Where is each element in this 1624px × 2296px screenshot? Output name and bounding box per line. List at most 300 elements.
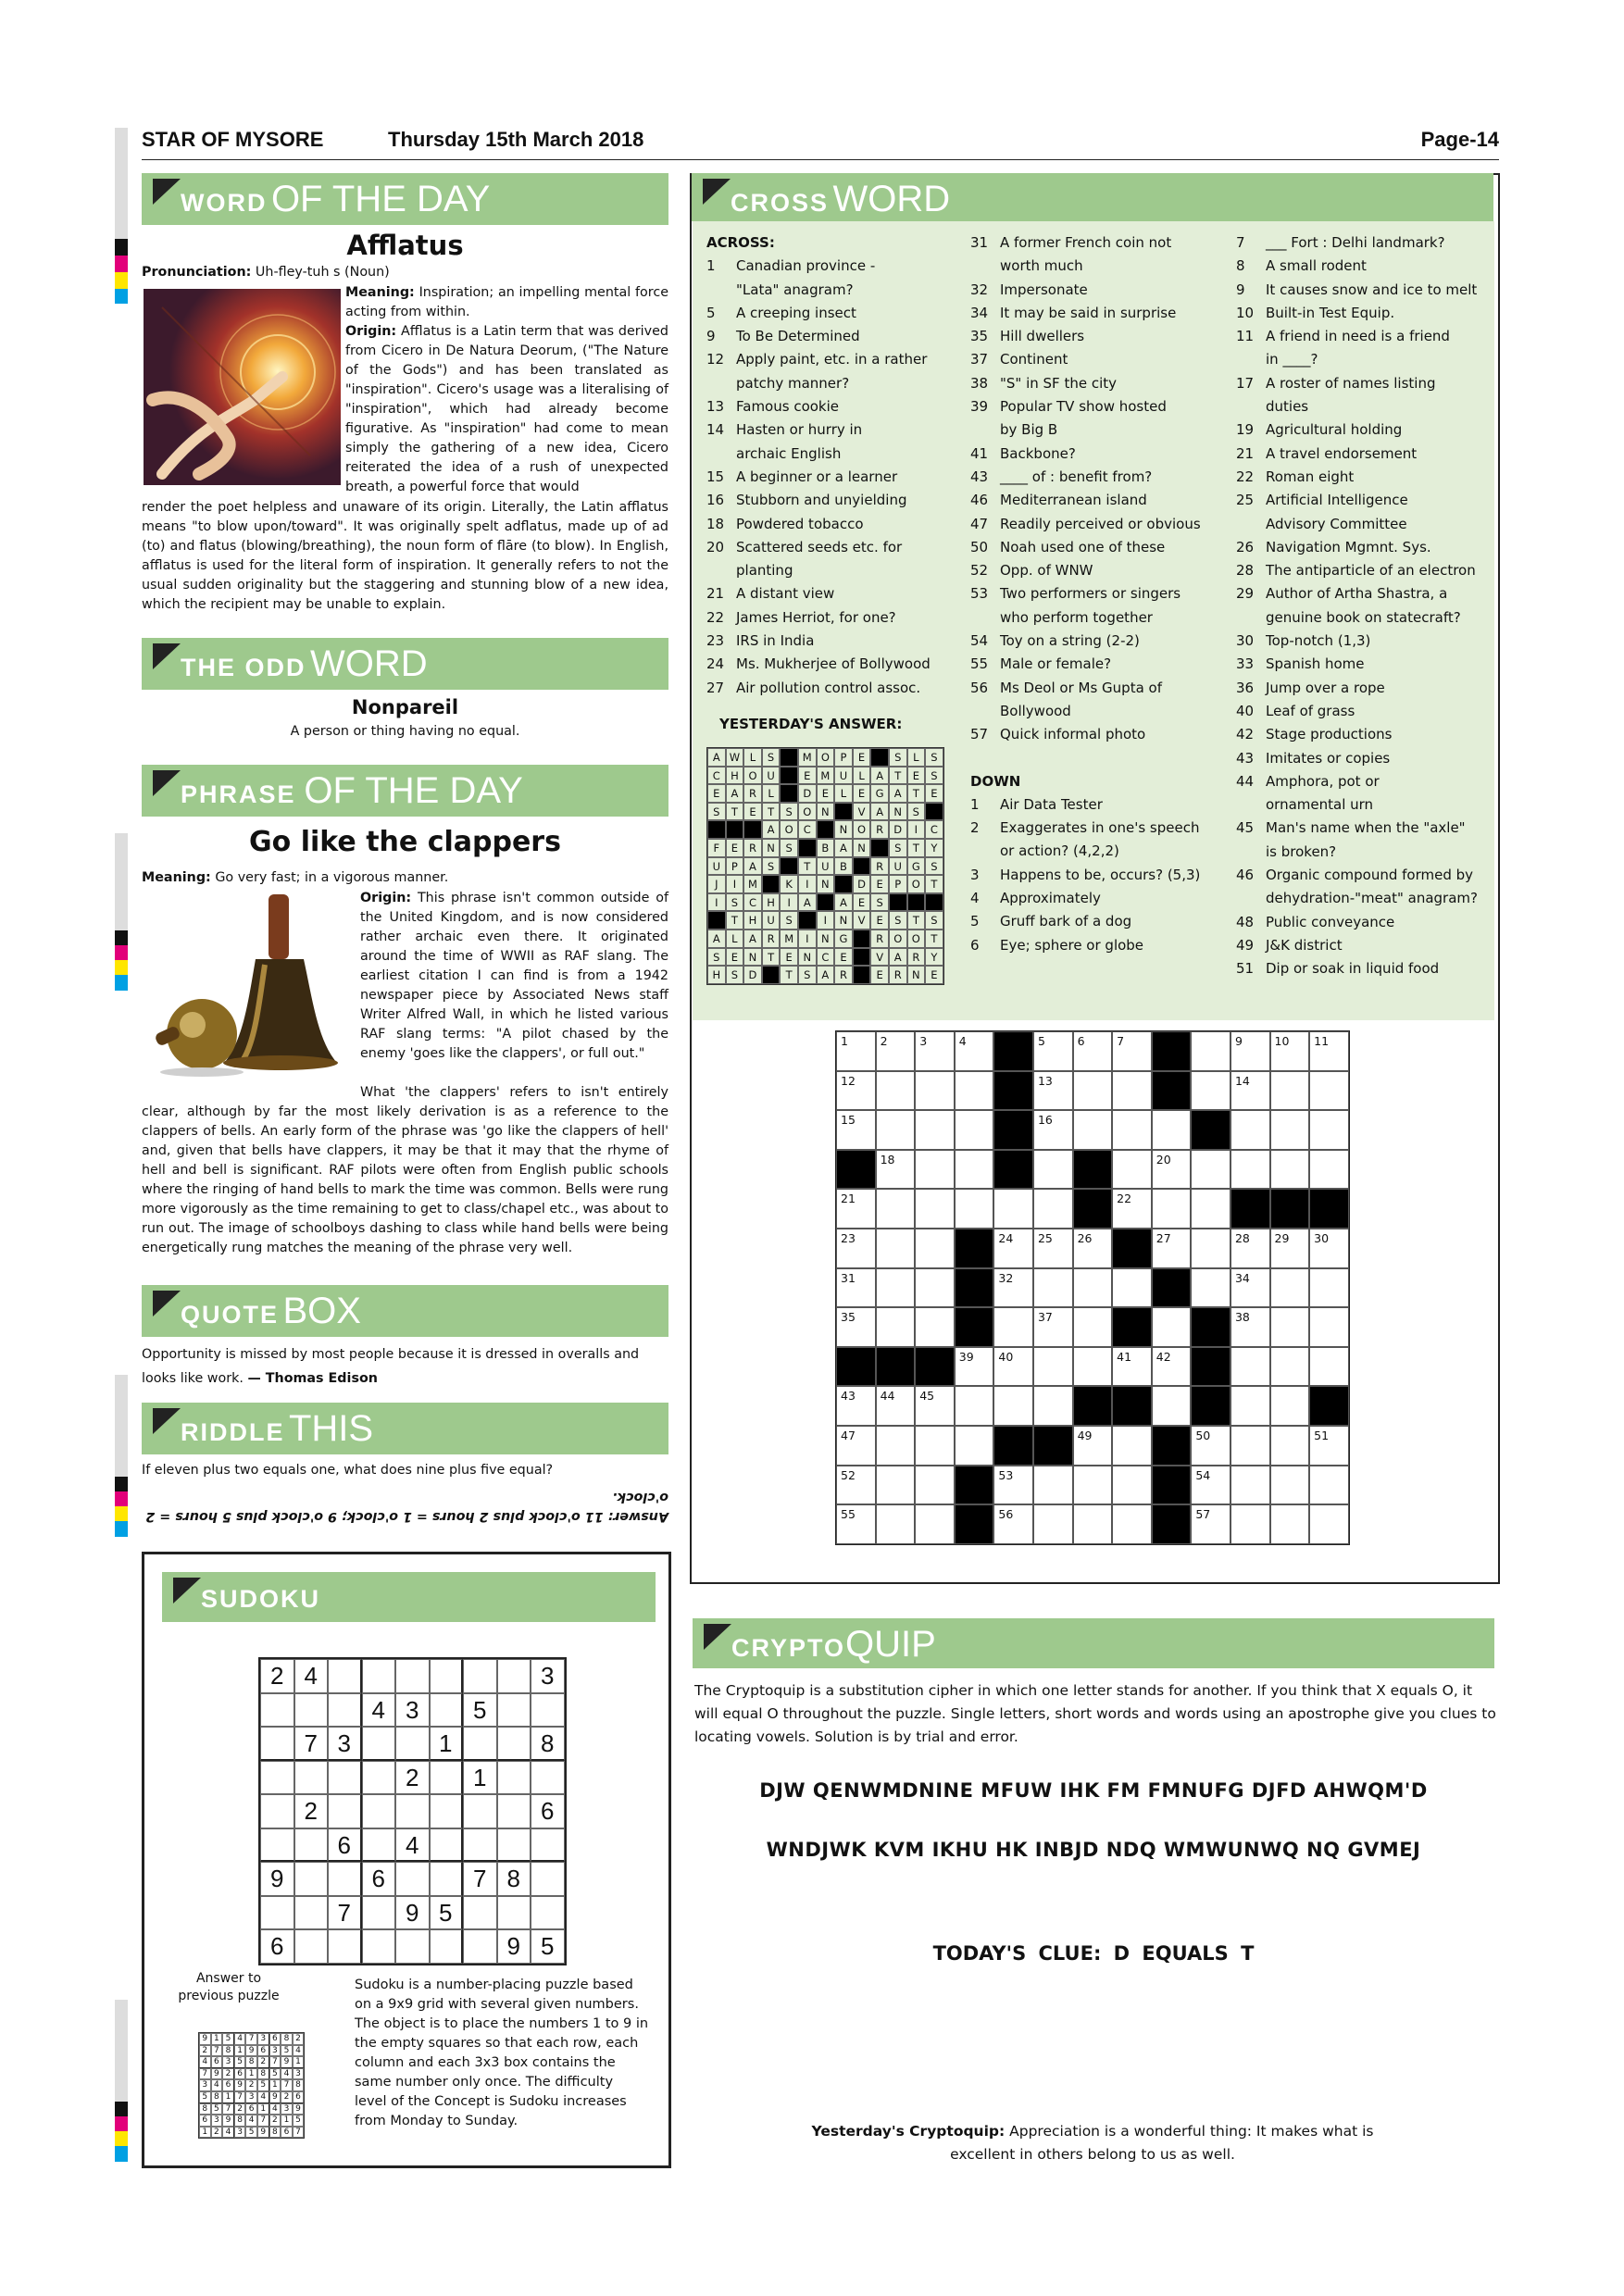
sudoku-cell[interactable]: [463, 1727, 497, 1761]
sudoku-cell[interactable]: [328, 1693, 362, 1728]
crossword-cell[interactable]: [1230, 1150, 1270, 1190]
crossword-cell[interactable]: [1230, 1031, 1270, 1071]
clue-text: Hasten or hurry in: [736, 421, 863, 439]
clue-text: Backbone?: [1000, 444, 1076, 462]
clue-number: 18: [706, 515, 725, 532]
sudoku-cell[interactable]: [430, 1659, 464, 1693]
crossword-black-cell: [1073, 1150, 1113, 1190]
sudoku-cell[interactable]: [430, 1862, 464, 1896]
clue-item: [970, 817, 1225, 840]
clue-text: Noah used one of these: [1000, 538, 1166, 555]
cryptoquip-line-1: DJW QENWMDNINE MFUW IHK FM FMNUFG DJFD AHWQM'D: [759, 1779, 1428, 1802]
crossword-cell[interactable]: [1270, 1110, 1310, 1150]
clue-item: [1236, 677, 1491, 700]
crossword-cell[interactable]: [1309, 1031, 1349, 1071]
sudoku-cell[interactable]: [328, 1659, 362, 1693]
clue-text: A beginner or a learner: [736, 468, 898, 485]
crossword-cell[interactable]: [1230, 1071, 1270, 1111]
sudoku-cell[interactable]: [497, 1794, 531, 1828]
answer-cell: S: [726, 966, 744, 984]
sudoku-cell[interactable]: [260, 1794, 294, 1828]
sudoku-cell[interactable]: [294, 1862, 329, 1896]
crossword-cell[interactable]: [876, 1229, 916, 1268]
crossword-cell[interactable]: [993, 1229, 1033, 1268]
crossword-cell[interactable]: [1033, 1386, 1073, 1426]
answer-cell: E: [870, 875, 889, 893]
crossword-cell[interactable]: [1191, 1426, 1230, 1466]
clue-number: 1: [970, 795, 980, 813]
sudoku-cell[interactable]: [294, 1693, 329, 1728]
sudoku-cell[interactable]: [260, 1828, 294, 1863]
previous-sudoku-cell: 8: [293, 2079, 305, 2091]
sudoku-cell[interactable]: [362, 1659, 396, 1693]
answer-cell: G: [834, 930, 853, 948]
clue-item: [970, 255, 1225, 278]
crossword-cell[interactable]: [1230, 1386, 1270, 1426]
clue-item: [706, 302, 958, 325]
answer-cell: P: [834, 748, 853, 767]
crossword-cell[interactable]: [1033, 1347, 1073, 1387]
crossword-cell[interactable]: [1270, 1071, 1310, 1111]
sudoku-cell[interactable]: [430, 1761, 464, 1795]
sudoku-cell[interactable]: [463, 1828, 497, 1863]
crossword-cell[interactable]: [1309, 1229, 1349, 1268]
crossword-cell[interactable]: [915, 1504, 955, 1544]
crossword-cell[interactable]: [1112, 1504, 1152, 1544]
crossword-cell[interactable]: [1309, 1071, 1349, 1111]
crossword-cell[interactable]: [1230, 1307, 1270, 1347]
answer-cell: M: [743, 875, 762, 893]
crossword-cell[interactable]: [1230, 1426, 1270, 1466]
yesterday-answer-grid: [706, 747, 944, 985]
answer-cell: I: [798, 875, 817, 893]
answer-cell: R: [762, 930, 781, 948]
crossword-cell[interactable]: [1112, 1268, 1152, 1308]
crossword-cell[interactable]: [876, 1071, 916, 1111]
cryptoquip-line-2: WNDJWK KVM IKHU HK INBJD NDQ WMWUNWQ NQ GVMEJ: [766, 1839, 1421, 1861]
clue-text: Dip or soak in liquid food: [1266, 960, 1440, 978]
answer-cell: O: [798, 803, 817, 821]
sudoku-cell[interactable]: [328, 1761, 362, 1795]
answer-cell: P: [726, 857, 744, 876]
sudoku-cell[interactable]: [362, 1828, 396, 1863]
crossword-cell[interactable]: [876, 1386, 916, 1426]
crossword-cell[interactable]: [1191, 1504, 1230, 1544]
clue-item: [970, 840, 1225, 863]
answer-cell: E: [853, 748, 871, 767]
crossword-cell[interactable]: [915, 1031, 955, 1071]
crossword-cell[interactable]: [955, 1150, 994, 1190]
crossword-cell[interactable]: [1112, 1347, 1152, 1387]
crossword-cell[interactable]: [955, 1347, 994, 1387]
clue-text: Author of Artha Shastra, a: [1266, 585, 1448, 603]
crossword-cell[interactable]: [955, 1071, 994, 1111]
sudoku-cell[interactable]: [328, 1929, 362, 1964]
crossword-cell[interactable]: [836, 1386, 876, 1426]
answer-cell: N: [817, 930, 835, 948]
previous-sudoku-cell: 5: [222, 2033, 234, 2045]
sudoku-cell[interactable]: [395, 1659, 430, 1693]
crossword-cell[interactable]: [1270, 1386, 1310, 1426]
crossword-cell[interactable]: [993, 1268, 1033, 1308]
crossword-cell[interactable]: [1191, 1229, 1230, 1268]
crossword-cell[interactable]: [1309, 1426, 1349, 1466]
crossword-cell[interactable]: [1112, 1426, 1152, 1466]
answer-black-cell: [870, 748, 889, 767]
answer-cell: A: [707, 930, 726, 948]
sudoku-cell[interactable]: [497, 1896, 531, 1930]
crossword-cell[interactable]: [836, 1268, 876, 1308]
crossword-cell[interactable]: [836, 1189, 876, 1229]
answer-cell: D: [798, 784, 817, 803]
answer-cell: T: [925, 930, 943, 948]
crossword-cell[interactable]: [1152, 1229, 1192, 1268]
clue-item: [1236, 348, 1491, 371]
answer-cell: H: [726, 767, 744, 785]
cell-number: 27: [1156, 1230, 1171, 1245]
previous-sudoku-cell: 2: [245, 2079, 257, 2091]
clue-text: Hill dwellers: [1000, 328, 1085, 345]
crossword-cell[interactable]: [1230, 1229, 1270, 1268]
cell-number: 23: [841, 1230, 856, 1245]
clue-number: 55: [970, 655, 989, 673]
cell-number: 12: [841, 1073, 856, 1088]
clue-item: [970, 489, 1225, 512]
answer-cell: S: [925, 857, 943, 876]
crossword-cell[interactable]: [876, 1426, 916, 1466]
crossword-cell[interactable]: [836, 1031, 876, 1071]
crossword-cell[interactable]: [1270, 1268, 1310, 1308]
previous-sudoku-cell: 7: [199, 2068, 211, 2080]
crossword-cell[interactable]: [876, 1031, 916, 1071]
sudoku-cell: 4: [294, 1659, 329, 1693]
crossword-cell[interactable]: [1033, 1150, 1073, 1190]
previous-sudoku-cell: 3: [257, 2033, 269, 2045]
crossword-cell[interactable]: [955, 1189, 994, 1229]
crossword-cell[interactable]: [1033, 1071, 1073, 1111]
answer-cell: S: [780, 803, 798, 821]
sudoku-cell[interactable]: [531, 1896, 565, 1930]
crossword-cell[interactable]: [1191, 1150, 1230, 1190]
crossword-cell[interactable]: [1033, 1189, 1073, 1229]
crossword-cell[interactable]: [876, 1150, 916, 1190]
crossword-cell[interactable]: [915, 1110, 955, 1150]
crossword-cell[interactable]: [1112, 1071, 1152, 1111]
crossword-cell[interactable]: [1152, 1386, 1192, 1426]
sudoku-cell[interactable]: [430, 1794, 464, 1828]
crossword-cell[interactable]: [915, 1229, 955, 1268]
crossword-cell[interactable]: [1230, 1347, 1270, 1387]
crossword-cell[interactable]: [1230, 1466, 1270, 1505]
answer-cell: C: [925, 820, 943, 839]
answer-cell: T: [925, 875, 943, 893]
sudoku-cell[interactable]: [497, 1727, 531, 1761]
crossword-cell[interactable]: [1112, 1110, 1152, 1150]
crossword-cell[interactable]: [1033, 1466, 1073, 1505]
sudoku-cell[interactable]: [430, 1828, 464, 1863]
crossword-cell[interactable]: [993, 1504, 1033, 1544]
clue-item: [1236, 700, 1491, 723]
answer-cell: L: [743, 748, 762, 767]
answer-cell: E: [726, 839, 744, 857]
crossword-black-cell: [836, 1150, 876, 1190]
sudoku-cell[interactable]: [260, 1693, 294, 1728]
sudoku-cell[interactable]: [362, 1896, 396, 1930]
crossword-cell[interactable]: [915, 1268, 955, 1308]
sudoku-cell[interactable]: [497, 1693, 531, 1728]
crossword-cell[interactable]: [836, 1504, 876, 1544]
clue-number: 43: [1236, 749, 1255, 767]
sudoku-cell[interactable]: [362, 1794, 396, 1828]
crossword-cell[interactable]: [1112, 1189, 1152, 1229]
crossword-cell[interactable]: [836, 1071, 876, 1111]
sudoku-cell[interactable]: [531, 1828, 565, 1863]
crossword-cell[interactable]: [1152, 1150, 1192, 1190]
crossword-cell[interactable]: [1230, 1268, 1270, 1308]
clue-text: archaic English: [736, 444, 842, 462]
crossword-cell[interactable]: [1191, 1071, 1230, 1111]
sudoku-cell[interactable]: [294, 1896, 329, 1930]
sudoku-cell[interactable]: [430, 1693, 464, 1728]
cell-number: 16: [1037, 1113, 1053, 1128]
crossword-cell[interactable]: [836, 1466, 876, 1505]
crossword-cell[interactable]: [955, 1110, 994, 1150]
sudoku-cell[interactable]: [497, 1828, 531, 1863]
crossword-cell[interactable]: [1191, 1268, 1230, 1308]
clue-item: [706, 255, 958, 278]
answer-black-cell: [798, 839, 817, 857]
crossword-cell[interactable]: [915, 1386, 955, 1426]
sudoku-cell[interactable]: [294, 1828, 329, 1863]
answer-cell: S: [907, 803, 926, 821]
answer-black-cell: [817, 893, 835, 912]
clue-item: [1236, 653, 1491, 676]
crossword-black-cell: [1191, 1386, 1230, 1426]
clue-text: ___ Fort : Delhi landmark?: [1266, 234, 1445, 251]
clue-number: 11: [1236, 328, 1255, 345]
cell-number: 38: [1234, 1310, 1250, 1325]
crossword-cell[interactable]: [1309, 1110, 1349, 1150]
answer-cell: D: [853, 875, 871, 893]
crossword-cell[interactable]: [876, 1504, 916, 1544]
crossword-cell[interactable]: [876, 1268, 916, 1308]
crossword-cell[interactable]: [876, 1110, 916, 1150]
sudoku-cell[interactable]: [362, 1727, 396, 1761]
crossword-cell[interactable]: [1270, 1031, 1310, 1071]
answer-cell: T: [762, 803, 781, 821]
answer-cell: E: [817, 784, 835, 803]
crossword-cell[interactable]: [993, 1189, 1033, 1229]
crossword-cell[interactable]: [1033, 1504, 1073, 1544]
clue-text: Air Data Tester: [1000, 795, 1103, 813]
sudoku-cell[interactable]: [328, 1862, 362, 1896]
sudoku-cell[interactable]: [395, 1929, 430, 1964]
crossword-cell[interactable]: [836, 1307, 876, 1347]
clue-text: Man's name when the "axle": [1266, 819, 1466, 837]
crossword-cell[interactable]: [915, 1189, 955, 1229]
previous-sudoku-cell: 5: [245, 2127, 257, 2139]
crossword-cell[interactable]: [876, 1307, 916, 1347]
clue-item: [970, 864, 1225, 887]
sudoku-cell[interactable]: [430, 1929, 464, 1964]
crossword-cell[interactable]: [836, 1426, 876, 1466]
registration-strip-top: [115, 128, 128, 304]
clue-text: "Lata" anagram?: [736, 281, 854, 298]
crossword-cell[interactable]: [1073, 1229, 1113, 1268]
crossword-cell[interactable]: [1112, 1466, 1152, 1505]
sudoku-cell[interactable]: [260, 1761, 294, 1795]
crossword-cell[interactable]: [836, 1229, 876, 1268]
crossword-cell[interactable]: [1033, 1229, 1073, 1268]
crossword-cell[interactable]: [993, 1307, 1033, 1347]
answer-cell: S: [762, 857, 781, 876]
clue-text: Apply paint, etc. in a rather: [736, 351, 928, 368]
crossword-cell[interactable]: [836, 1110, 876, 1150]
sudoku-cell[interactable]: [497, 1659, 531, 1693]
crossword-cell[interactable]: [1309, 1307, 1349, 1347]
answer-cell: J: [707, 875, 726, 893]
crossword-cell[interactable]: [1191, 1189, 1230, 1229]
crossword-cell[interactable]: [1073, 1504, 1113, 1544]
riddle-banner: RIDDLE THIS: [142, 1403, 668, 1454]
crossword-cell[interactable]: [1152, 1307, 1192, 1347]
previous-sudoku-cell: 4: [234, 2033, 246, 2045]
previous-sudoku-cell: 3: [211, 2115, 223, 2127]
crossword-cell[interactable]: [915, 1466, 955, 1505]
sudoku-cell[interactable]: [463, 1929, 497, 1964]
sudoku-cell[interactable]: [328, 1794, 362, 1828]
cell-number: 9: [1234, 1034, 1243, 1048]
crossword-cell[interactable]: [1073, 1031, 1113, 1071]
crossword-cell[interactable]: [876, 1466, 916, 1505]
crossword-cell[interactable]: [915, 1307, 955, 1347]
sudoku-cell[interactable]: [531, 1862, 565, 1896]
crossword-cell[interactable]: [915, 1150, 955, 1190]
answer-cell: V: [853, 911, 871, 930]
crossword-cell[interactable]: [993, 1347, 1033, 1387]
crossword-cell[interactable]: [1033, 1268, 1073, 1308]
crossword-cell[interactable]: [1033, 1307, 1073, 1347]
clue-number: 25: [1236, 492, 1255, 509]
crossword-cell[interactable]: [1073, 1110, 1113, 1150]
answer-cell: R: [834, 966, 853, 984]
sudoku-cell[interactable]: [497, 1761, 531, 1795]
crossword-cell[interactable]: [1152, 1347, 1192, 1387]
crossword-cell[interactable]: [1112, 1150, 1152, 1190]
sudoku-cell: 7: [463, 1862, 497, 1896]
crossword-cell[interactable]: [955, 1031, 994, 1071]
sudoku-cell: 4: [395, 1828, 430, 1863]
sudoku-cell[interactable]: [463, 1896, 497, 1930]
crossword-cell[interactable]: [1152, 1110, 1192, 1150]
clue-text: Scattered seeds etc. for: [736, 538, 903, 555]
clue-item: [1236, 513, 1491, 536]
crossword-cell[interactable]: [1073, 1347, 1113, 1387]
crossword-black-cell: [1309, 1386, 1349, 1426]
crossword-cell[interactable]: [993, 1466, 1033, 1505]
crossword-cell[interactable]: [915, 1426, 955, 1466]
answer-cell: R: [743, 839, 762, 857]
quote-box-banner: QUOTE BOX: [142, 1285, 668, 1337]
answer-cell: M: [780, 930, 798, 948]
crossword-cell[interactable]: [1270, 1347, 1310, 1387]
clue-item: [970, 887, 1225, 910]
sudoku-cell[interactable]: [260, 1896, 294, 1930]
crossword-cell[interactable]: [876, 1189, 916, 1229]
crossword-cell[interactable]: [1073, 1071, 1113, 1111]
crossword-cell[interactable]: [1309, 1466, 1349, 1505]
crossword-cell[interactable]: [1270, 1504, 1310, 1544]
previous-sudoku-cell: 8: [269, 2127, 281, 2139]
crossword-cell[interactable]: [1073, 1307, 1113, 1347]
crossword-cell[interactable]: [955, 1426, 994, 1466]
clue-number: 14: [706, 421, 725, 439]
sudoku-cell[interactable]: [531, 1693, 565, 1728]
crossword-cell[interactable]: [1191, 1031, 1230, 1071]
cell-number: 47: [841, 1428, 856, 1442]
crossword-cell[interactable]: [1309, 1504, 1349, 1544]
crossword-cell[interactable]: [1270, 1466, 1310, 1505]
sudoku-cell[interactable]: [395, 1794, 430, 1828]
crossword-cell[interactable]: [1230, 1504, 1270, 1544]
crossword-cell[interactable]: [1152, 1189, 1192, 1229]
sudoku-cell[interactable]: [294, 1761, 329, 1795]
crossword-cell[interactable]: [1309, 1268, 1349, 1308]
clue-text: Toy on a string (2-2): [1000, 632, 1140, 650]
answer-cell: I: [907, 820, 926, 839]
crossword-black-cell: [1152, 1466, 1192, 1505]
clue-text: Continent: [1000, 351, 1068, 368]
clue-item: [1236, 630, 1491, 653]
sudoku-cell[interactable]: [463, 1794, 497, 1828]
sudoku-cell[interactable]: [362, 1929, 396, 1964]
sudoku-cell[interactable]: [294, 1929, 329, 1964]
clue-text: Canadian province -: [736, 257, 876, 275]
sudoku-cell: 3: [531, 1659, 565, 1693]
clue-text: in ____?: [1266, 351, 1318, 368]
sudoku-cell[interactable]: [362, 1761, 396, 1795]
crossword-cell[interactable]: [1309, 1150, 1349, 1190]
crossword-cell[interactable]: [915, 1071, 955, 1111]
sudoku-cell: 9: [260, 1862, 294, 1896]
crossword-cell[interactable]: [1073, 1466, 1113, 1505]
answer-cell: E: [853, 893, 871, 912]
crossword-cell[interactable]: [1309, 1347, 1349, 1387]
crossword-cell[interactable]: [1270, 1229, 1310, 1268]
sudoku-cell[interactable]: [395, 1862, 430, 1896]
sudoku-cell[interactable]: [260, 1727, 294, 1761]
sudoku-cell[interactable]: [531, 1761, 565, 1795]
previous-sudoku-cell: 9: [211, 2068, 223, 2080]
crossword-cell[interactable]: [1270, 1307, 1310, 1347]
crossword-cell[interactable]: [1112, 1031, 1152, 1071]
crossword-cell[interactable]: [1230, 1110, 1270, 1150]
sudoku-cell[interactable]: [463, 1659, 497, 1693]
cell-number: 54: [1195, 1467, 1211, 1482]
crossword-cell[interactable]: [1033, 1031, 1073, 1071]
crossword-cell[interactable]: [1073, 1268, 1113, 1308]
crossword-cell[interactable]: [993, 1386, 1033, 1426]
crossword-cell[interactable]: [1191, 1466, 1230, 1505]
clue-item: [970, 395, 1225, 418]
clue-number: 22: [706, 608, 725, 626]
crossword-cell[interactable]: [1270, 1150, 1310, 1190]
crossword-cell[interactable]: [955, 1386, 994, 1426]
crossword-cell[interactable]: [1033, 1110, 1073, 1150]
crossword-cell[interactable]: [1270, 1426, 1310, 1466]
crossword-cell[interactable]: [1073, 1426, 1113, 1466]
sudoku-cell[interactable]: [395, 1727, 430, 1761]
